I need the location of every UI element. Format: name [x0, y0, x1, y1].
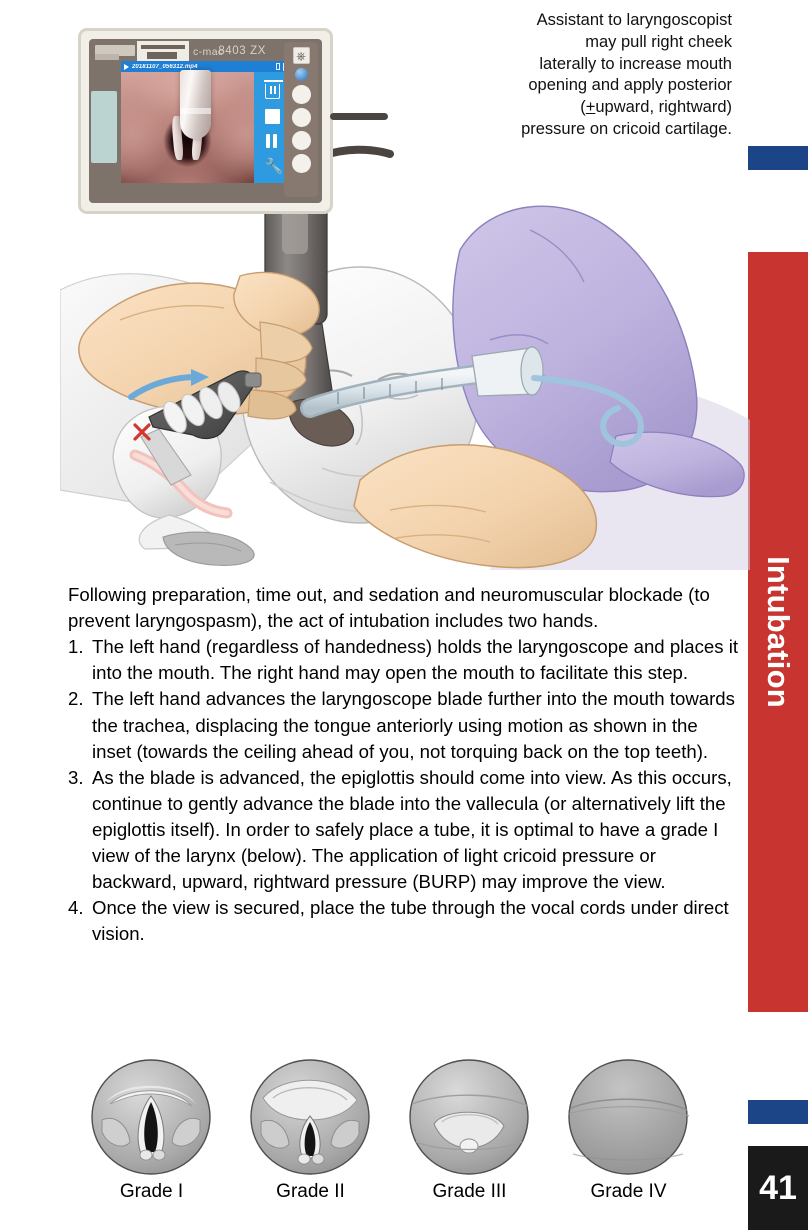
step-number: 2. [68, 688, 84, 710]
list-item [68, 765, 740, 896]
instruction-text [68, 582, 740, 948]
grade-label: Grade IV [590, 1181, 667, 1202]
edge-marker-blue-top [748, 146, 808, 170]
edge-marker-blue-bottom [748, 1100, 808, 1124]
device-badge-icon [137, 41, 189, 61]
monitor-model: 8403 ZX [218, 45, 266, 57]
sd-card-icon [276, 63, 280, 70]
page-number: 41 [748, 1146, 808, 1230]
delete-icon[interactable] [265, 84, 280, 99]
monitor-button-column[interactable] [284, 42, 318, 197]
caption-line-1: Assistant to laryngoscopist [536, 11, 732, 29]
step-number: 1. [68, 636, 84, 658]
monitor-brand: c-mac [193, 46, 224, 58]
cormack-lehane-grades [80, 1058, 700, 1230]
soft-button-1[interactable] [292, 85, 311, 104]
indicator-light-icon [295, 68, 308, 81]
chapter-tab-label: Intubation [761, 556, 796, 708]
soft-button-2[interactable] [292, 108, 311, 127]
inset-illustration-lift-vector [105, 365, 300, 570]
step-text: The left hand advances the laryngoscope blade further into the mouth towards the trachea, displacing the tongue anteriorly using motion as shown in the inset (towards the ceiling ahead of you, not torquing back on the top teeth). [92, 688, 735, 762]
monitor-bezel [89, 39, 322, 203]
chapter-tab-intubation [748, 252, 808, 1012]
play-icon [124, 64, 129, 70]
endotracheal-tube-on-screen [180, 70, 212, 139]
step-text: As the blade is advanced, the epiglottis should come into view. As this occurs, continue to gently advance the blade into the vallecula (or alternatively lift the epiglottis itself). In order to safely place a tube, it is optimal to have a grade I view of the larynx (below). The application of light cricoid pressure or backward, upward, rightward pressure (BURP) may improve the view. [92, 766, 732, 893]
grade-figure [239, 1058, 382, 1230]
caption-line-6: pressure on cricoid cartilage. [521, 119, 732, 138]
caption-line-4: opening and apply posterior [528, 76, 732, 95]
caption-line-5-post: upward, rightward) [595, 98, 732, 117]
step-text: The left hand (regardless of handedness) holds the laryngoscope and places it into the mouth. The right hand may open the mouth to facilitate this step. [92, 636, 739, 684]
laryngoscopy-video-feed [121, 72, 254, 183]
grade-figure [398, 1058, 541, 1230]
monitor-side-panel [91, 91, 117, 163]
list-item [68, 895, 740, 947]
step-number: 4. [68, 897, 84, 919]
caption-line-2: may pull right cheek [585, 32, 732, 51]
list-item [68, 686, 740, 764]
list-item [68, 634, 740, 686]
video-laryngoscope-monitor [78, 28, 333, 214]
wrench-icon[interactable]: 🔧 [264, 158, 284, 175]
monitor-screen[interactable] [121, 61, 290, 183]
manufacturer-logo-bar-icon [95, 54, 119, 60]
step-number: 3. [68, 766, 84, 788]
grade-4-image [557, 1058, 700, 1176]
caption-line-5-pre: ( [580, 98, 586, 117]
soft-button-3[interactable] [292, 131, 311, 150]
steps-list [68, 634, 740, 947]
stop-icon[interactable] [265, 109, 280, 124]
grade-figure [80, 1058, 223, 1230]
grade-1-image [80, 1058, 223, 1176]
grade-figure [557, 1058, 700, 1230]
step-text: Once the view is secured, place the tube through the vocal cords under direct vision. [92, 897, 729, 945]
caption-line-3: laterally to increase mouth [539, 54, 732, 73]
grade-label: Grade I [119, 1181, 184, 1202]
caption-line-5-underline: + [585, 98, 596, 117]
power-button[interactable]: ⎈ [293, 47, 310, 64]
grade-label: Grade II [276, 1181, 345, 1202]
tube-marker-band [180, 108, 212, 114]
camera-cable [330, 113, 388, 120]
grade-3-image [398, 1058, 541, 1176]
grade-2-image [239, 1058, 382, 1176]
pause-icon[interactable] [265, 134, 280, 149]
grade-label: Grade III [432, 1181, 507, 1202]
soft-button-4[interactable] [292, 154, 311, 173]
video-filename: 20181107_056312.mp4 [132, 63, 198, 70]
intro-paragraph: Following preparation, time out, and sedation and neuromuscular blockade (to prevent laryngospasm), the act of intubation includes two hands. [68, 584, 710, 632]
